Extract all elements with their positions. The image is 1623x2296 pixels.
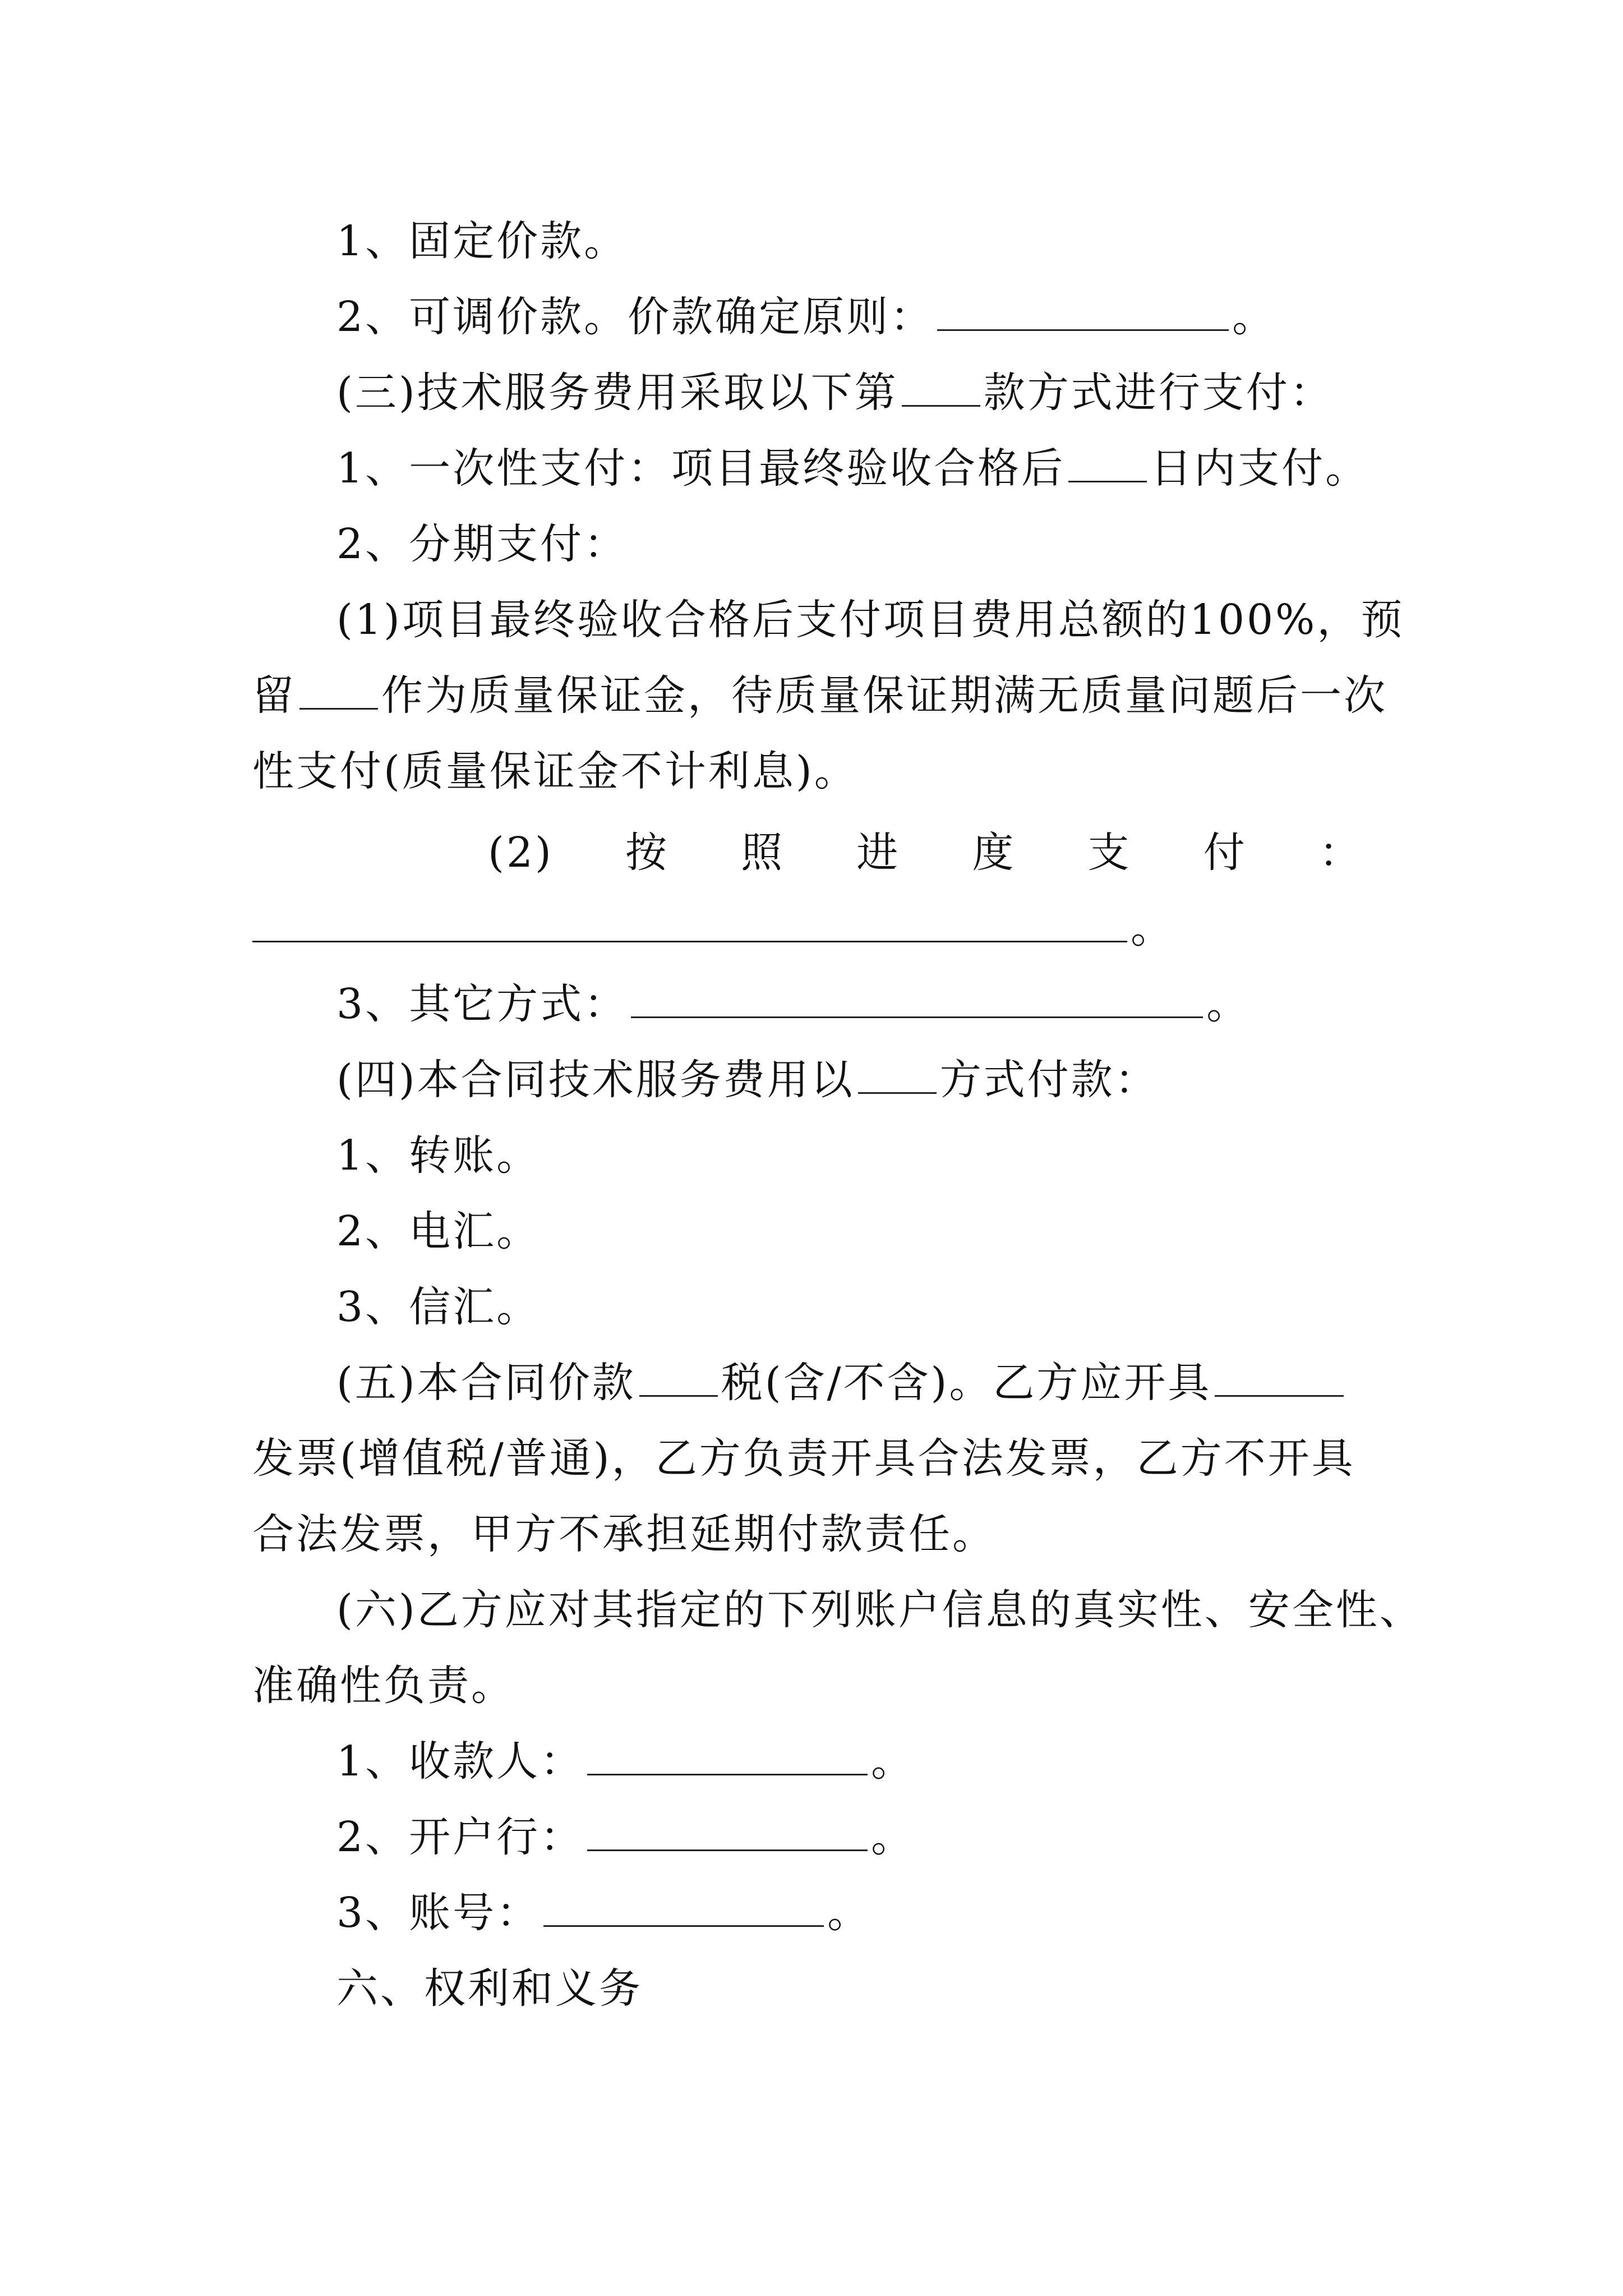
text: (三)技术服务费用采取以下第 — [336, 369, 898, 417]
item-mail-transfer — [336, 1279, 1385, 1335]
text: 六、权利和义务 — [336, 1964, 643, 2013]
section-payment-mode — [336, 1052, 1385, 1108]
text: (四)本合同技术服务费用以 — [336, 1056, 855, 1104]
text: 1、转账。 — [336, 1131, 541, 1180]
fill-blank[interactable] — [858, 1053, 937, 1094]
text: 进 — [856, 829, 901, 877]
fill-blank[interactable] — [587, 1734, 868, 1775]
section-tax-invoice-line3 — [252, 1506, 1385, 1562]
text: 留 — [252, 671, 296, 720]
section-tax-invoice-line1 — [336, 1355, 1385, 1411]
item-bank — [336, 1809, 1385, 1865]
section-account-info-line2 — [252, 1658, 1385, 1714]
installment-1-line1 — [336, 592, 1405, 648]
fill-blank[interactable] — [937, 290, 1229, 331]
item-fixed-price — [336, 213, 1385, 269]
text: 2、分期支付： — [336, 520, 628, 568]
text: 方式付款： — [939, 1056, 1159, 1104]
text: 。 — [1206, 980, 1251, 1028]
text: 1、收款人： — [336, 1737, 584, 1786]
text: 支 — [1087, 829, 1132, 877]
installment-1-line2 — [252, 668, 1385, 724]
text: 准确性负责。 — [252, 1662, 515, 1710]
fill-blank[interactable] — [1215, 1356, 1344, 1397]
section-account-info-line1 — [336, 1582, 1423, 1638]
text: 1、固定价款。 — [336, 217, 628, 265]
text: 2、电汇。 — [336, 1207, 541, 1255]
item-installment — [336, 516, 1385, 572]
section-tax-invoice-line2 — [252, 1430, 1385, 1487]
fill-blank[interactable] — [902, 366, 980, 407]
fill-blank[interactable] — [543, 1886, 824, 1927]
fill-blank[interactable] — [631, 977, 1203, 1018]
text: 日内支付。 — [1150, 444, 1370, 493]
item-lump-sum — [336, 440, 1385, 496]
text: 3、其它方式： — [336, 980, 628, 1028]
text: 。 — [871, 1737, 915, 1786]
text: 发票(增值税/普通)，乙方负责开具合法发票，乙方不开具 — [252, 1434, 1355, 1483]
text: 。 — [1232, 293, 1276, 341]
item-payee — [336, 1733, 1385, 1789]
fill-blank[interactable] — [587, 1810, 868, 1851]
fill-blank[interactable] — [252, 901, 1127, 942]
text: 。 — [1131, 904, 1174, 953]
text: 合法发票，甲方不承担延期付款责任。 — [252, 1510, 996, 1558]
installment-1-line3 — [252, 743, 1385, 799]
installment-2-line2 — [252, 900, 1385, 956]
text: 。 — [871, 1813, 915, 1861]
text: (1)项目最终验收合格后支付项目费用总额的100%，预 — [336, 596, 1405, 644]
section-heading-rights — [336, 1961, 1385, 2017]
item-adjustable-price — [336, 289, 1385, 345]
text: (六)乙方应对其指定的下列账户信息的真实性、安全性、 — [336, 1586, 1423, 1634]
text: 付 — [1203, 829, 1247, 877]
fill-blank[interactable] — [299, 669, 378, 710]
text: 按 — [625, 829, 669, 877]
text: (五)本合同价款 — [336, 1359, 636, 1407]
fill-blank[interactable] — [1068, 441, 1147, 482]
text: 2、可调价款。价款确定原则： — [336, 293, 934, 341]
text: ： — [1318, 829, 1363, 877]
item-account-number — [336, 1885, 1385, 1941]
text: (2) — [488, 829, 554, 877]
text: 税(含/不含)。乙方应开具 — [721, 1359, 1212, 1407]
text: 照 — [741, 829, 785, 877]
text: 3、信汇。 — [336, 1283, 541, 1331]
section-payment-method — [336, 365, 1385, 421]
item-other-method — [336, 976, 1385, 1032]
text: 性支付(质量保证金不计利息)。 — [252, 747, 858, 795]
text: 。 — [827, 1889, 872, 1937]
text: 度 — [972, 829, 1016, 877]
fill-blank[interactable] — [639, 1356, 718, 1397]
text: 3、账号： — [336, 1889, 541, 1937]
text: 款方式进行支付： — [983, 369, 1334, 417]
item-wire — [336, 1203, 1385, 1259]
text: 1、一次性支付：项目最终验收合格后 — [336, 444, 1066, 493]
installment-2-line1 — [488, 825, 1363, 881]
text: 作为质量保证金，待质量保证期满无质量问题后一次 — [381, 671, 1387, 720]
item-transfer — [336, 1128, 1385, 1184]
text: 2、开户行： — [336, 1813, 584, 1861]
